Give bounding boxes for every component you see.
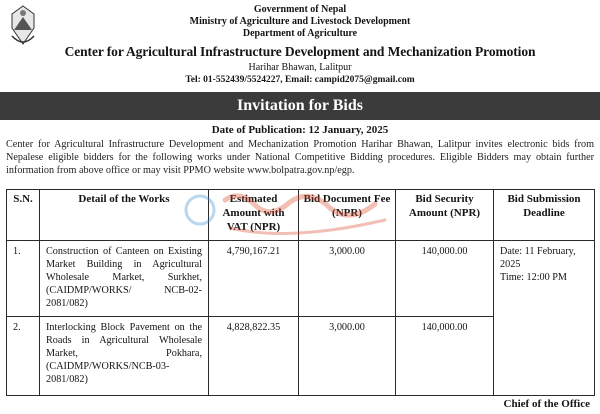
intro-paragraph: Center for Agricultural Infrastructure Development and Mechanization Promotion Harihar Bhawan, Lalitpur invites electronic bids from Nepalese eligible bidders for the following works under National Competitive Bidding procedures. Eligible Bidders may obtain further information from above office or may visit PPMO website www.bolpatra.gov.np/egp. [6,139,594,176]
government-name: Government of Nepal [253,4,347,15]
signoff: Chief of the Office [503,398,590,410]
office-address: Harihar Bhawan, Lalitpur [248,62,352,73]
header-deadline: Bid Submission Deadline [494,190,595,241]
submission-deadline [494,241,595,396]
notice-title: Invitation for Bids [0,92,600,120]
office-contact: Tel: 01-552439/5524227, Email: campid2075@gmail.com [185,75,415,85]
header-amount: Estimated Amount with VAT (NPR) [209,190,299,241]
header-detail: Detail of the Works [40,190,209,241]
row-doc-fee: 3,000.00 [299,241,396,317]
office-name: Center for Agricultural Infrastructure Development and Mechanization Promotion [64,44,536,59]
letterhead [0,0,600,90]
row-sn: 2. [7,317,40,396]
row-detail: Interlocking Block Pavement on the Roads in Agricultural Wholesale Market, Pokhara, (CAIDMP/WORKS/NCB-03-2081/082) [40,317,209,396]
header-sn: S.N. [7,190,40,241]
publication-date: Date of Publication: 12 January, 2025 [211,124,389,136]
row-security: 140,000.00 [396,317,494,396]
row-amount: 4,790,167.21 [209,241,299,317]
deadline-time: Time: 12:00 PM [500,272,567,283]
row-security: 140,000.00 [396,241,494,317]
ministry-name: Ministry of Agriculture and Livestock Development [189,16,411,27]
table-row [7,241,595,317]
header-doc-fee: Bid Document Fee (NPR) [299,190,396,241]
header-security: Bid Security Amount (NPR) [396,190,494,241]
row-doc-fee: 3,000.00 [299,317,396,396]
department-name: Department of Agriculture [242,28,358,39]
row-sn: 1. [7,241,40,317]
row-amount: 4,828,822.35 [209,317,299,396]
row-detail: Construction of Canteen on Existing Market Building in Agricultural Wholesale Market, Surkhet, (CAIDMP/WORKS/ NCB-02-2081/082) [40,241,209,317]
table-header-row [7,190,595,241]
bids-table [6,189,595,396]
deadline-date: Date: 11 February, 2025 [500,246,576,270]
